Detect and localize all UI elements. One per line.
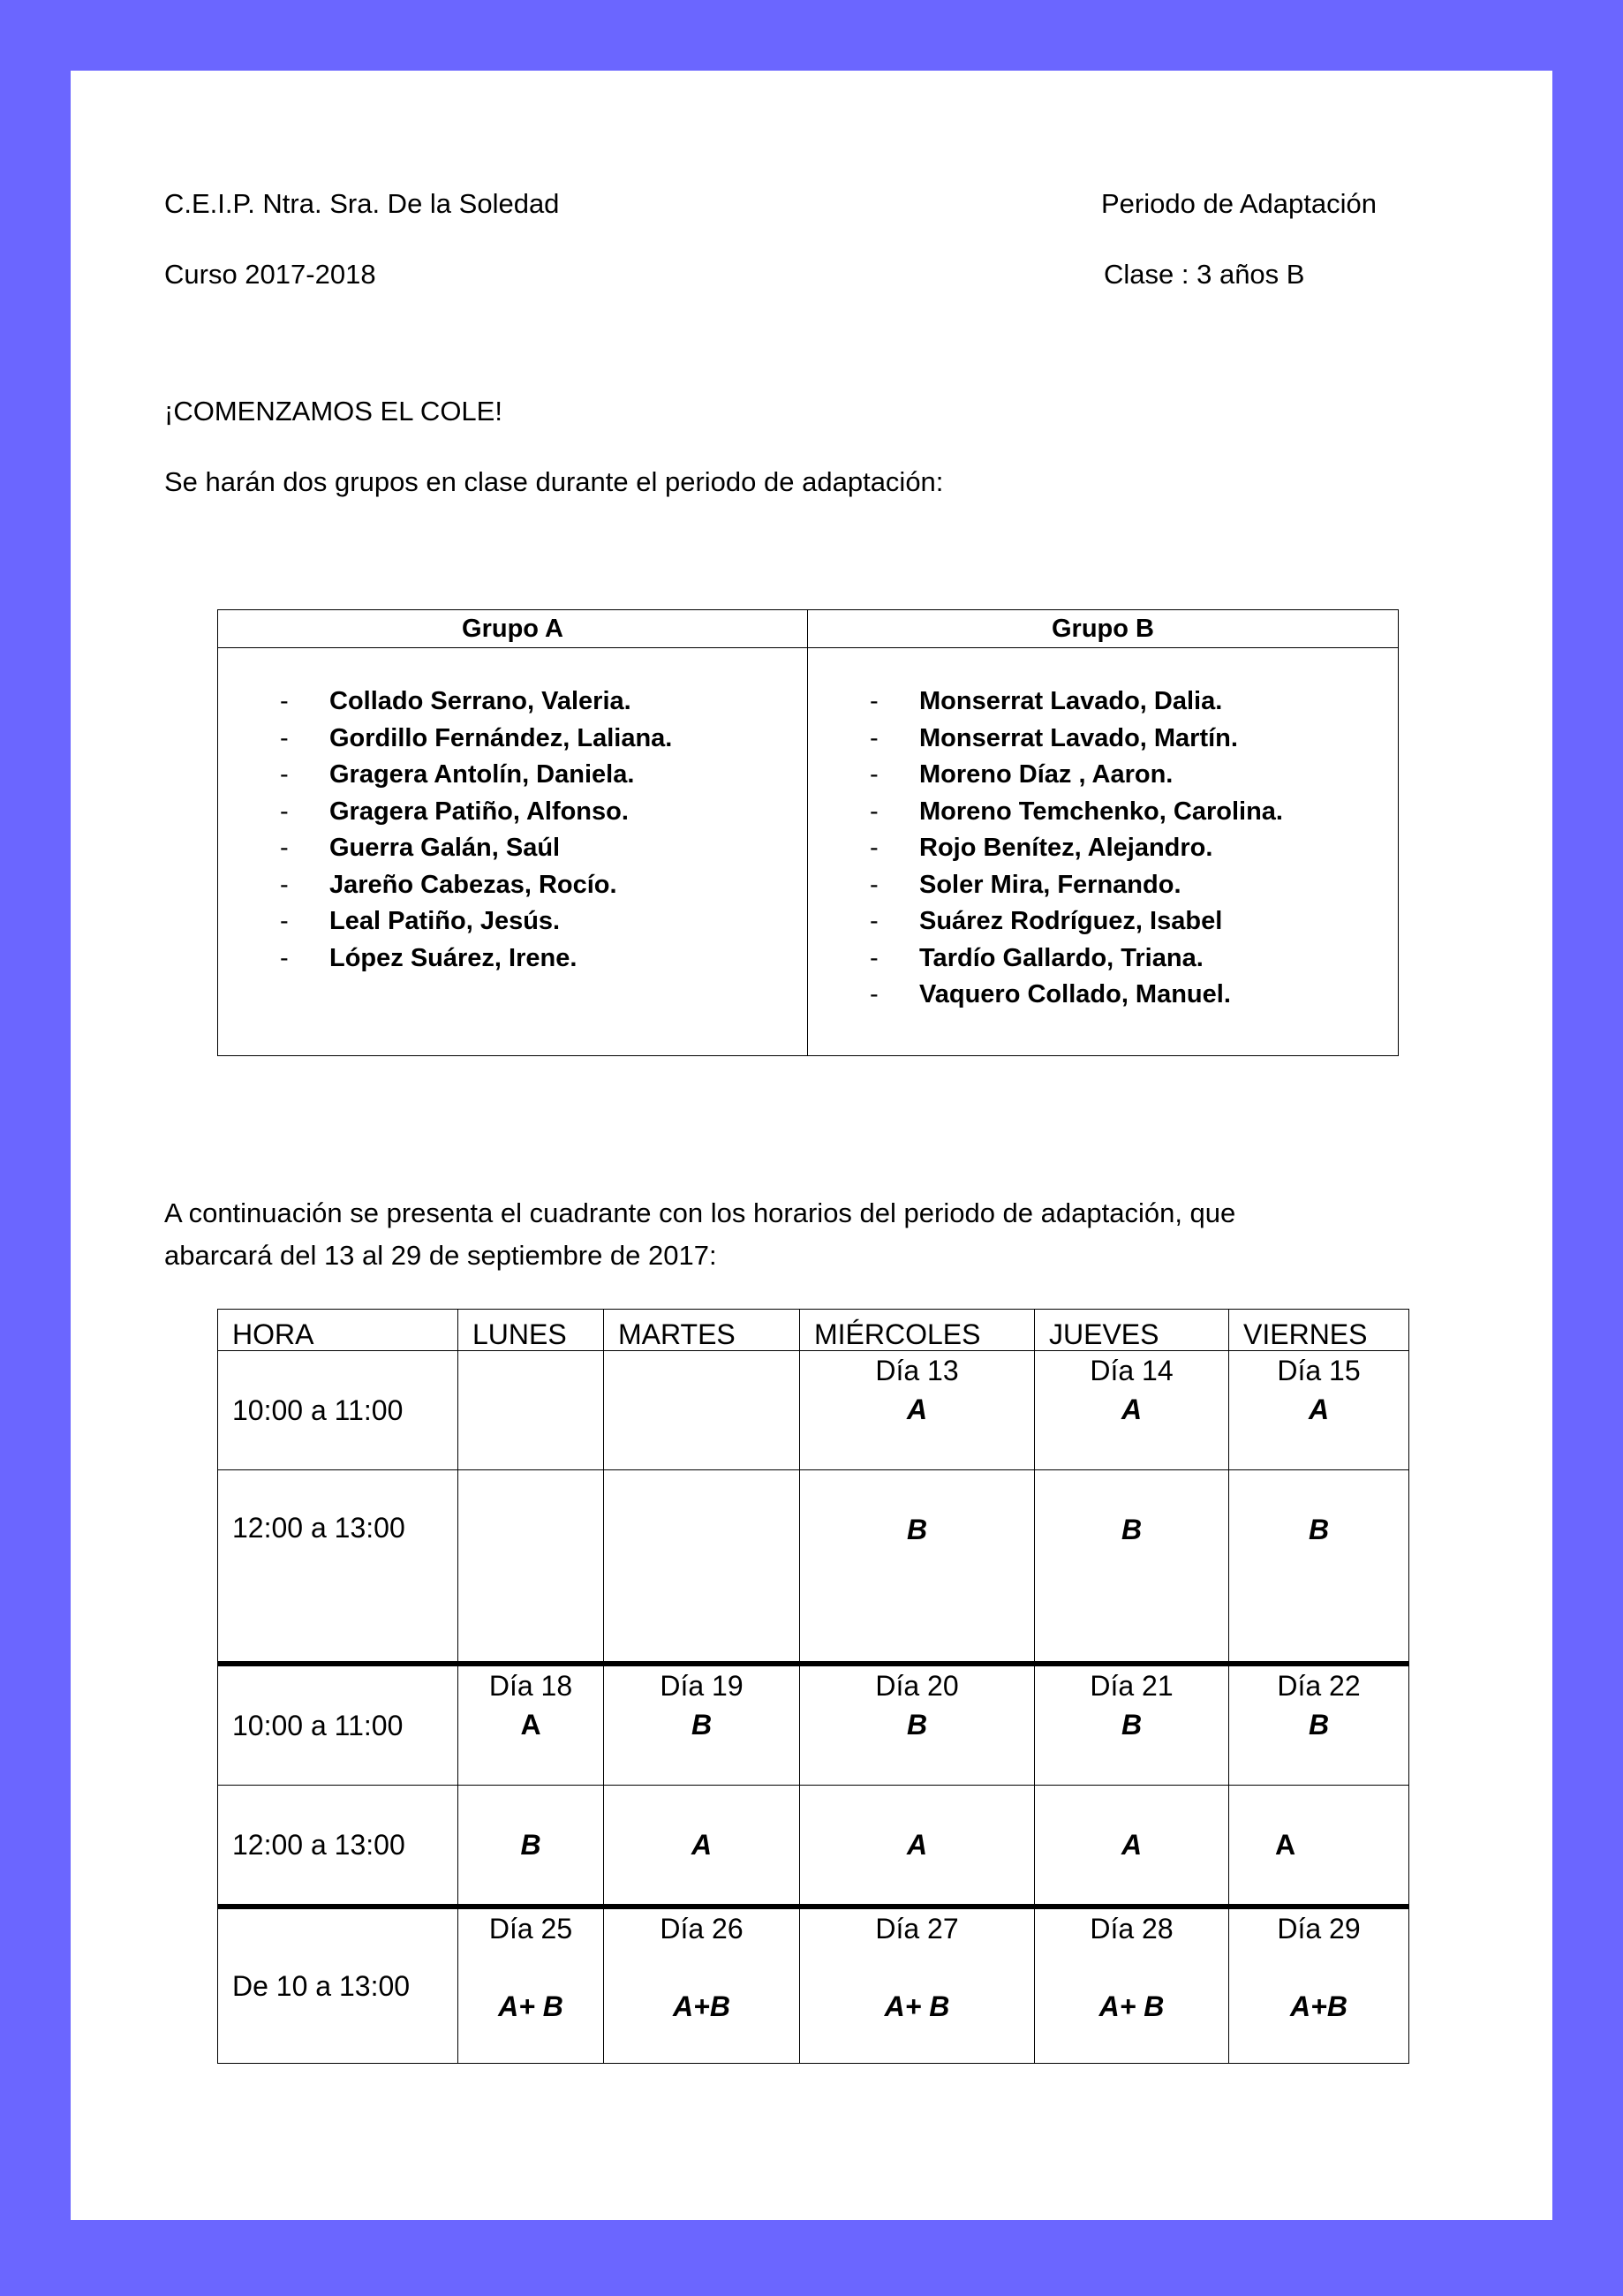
- col-header-lunes: LUNES: [458, 1310, 604, 1351]
- list-item: [218, 684, 807, 721]
- member-name: Guerra Galán, Saúl: [329, 834, 561, 862]
- schedule-cell: [458, 1664, 604, 1786]
- time-cell: 12:00 a 13:00: [218, 1786, 458, 1907]
- bullet-dash: -: [870, 834, 879, 862]
- member-name: Suárez Rodríguez, Isabel: [919, 907, 1223, 935]
- group-label: A: [906, 1393, 928, 1425]
- bullet-dash: -: [280, 943, 289, 972]
- list-item: [218, 903, 807, 940]
- empty-cell: [604, 1470, 800, 1665]
- member-name: Monserrat Lavado, Dalia.: [919, 687, 1223, 715]
- col-header-martes: MARTES: [604, 1310, 800, 1351]
- list-item: [808, 903, 1398, 940]
- schedule-cell: [1035, 1351, 1229, 1470]
- group-a-title: Grupo A: [218, 610, 808, 648]
- period-title: Periodo de Adaptación: [1101, 188, 1377, 219]
- schedule-cell: [1229, 1786, 1409, 1907]
- col-header-jueves: JUEVES: [1035, 1310, 1229, 1351]
- schedule-cell: [800, 1664, 1035, 1786]
- bullet-dash: -: [280, 723, 289, 752]
- list-item: [218, 721, 807, 758]
- member-name: Gordillo Fernández, Laliana.: [329, 723, 673, 752]
- day-label: Día 19: [660, 1670, 744, 1702]
- schedule-table: [217, 1309, 1409, 2064]
- group-label: B: [1308, 1514, 1330, 1545]
- bullet-dash: -: [870, 760, 879, 789]
- groups-table: [217, 609, 1399, 1056]
- group-label: A: [520, 1709, 541, 1741]
- class-name: Clase : 3 años B: [1104, 259, 1305, 290]
- member-name: Gragera Antolín, Daniela.: [329, 760, 635, 789]
- list-item: [218, 794, 807, 831]
- schedule-cell: [1229, 1907, 1409, 2064]
- groups-sentence: Se harán dos grupos en clase durante el periodo de adaptación:: [164, 466, 944, 497]
- day-label: Día 28: [1090, 1913, 1174, 1945]
- group-label: A+B: [1290, 1990, 1347, 2022]
- schedule-cell: [458, 1786, 604, 1907]
- group-label: A: [1275, 1829, 1296, 1861]
- schedule-cell: [1035, 1470, 1229, 1665]
- member-name: López Suárez, Irene.: [329, 943, 577, 972]
- member-name: Tardío Gallardo, Triana.: [919, 943, 1204, 972]
- schedule-cell: [800, 1351, 1035, 1470]
- member-name: Vaquero Collado, Manuel.: [919, 980, 1231, 1008]
- course-year: Curso 2017-2018: [164, 259, 376, 290]
- day-label: Día 13: [875, 1355, 959, 1386]
- table-row: [218, 1786, 1409, 1907]
- day-label: Día 27: [875, 1913, 959, 1945]
- bullet-dash: -: [870, 723, 879, 752]
- list-item: [218, 940, 807, 978]
- bullet-dash: -: [870, 907, 879, 935]
- list-item: [808, 684, 1398, 721]
- day-label: Día 20: [875, 1670, 959, 1702]
- day-label: Día 18: [488, 1670, 573, 1702]
- table-row: [218, 1907, 1409, 2064]
- day-label: Día 15: [1277, 1355, 1361, 1386]
- schedule-cell: [1229, 1470, 1409, 1665]
- list-item: [808, 867, 1398, 904]
- list-item: [808, 721, 1398, 758]
- member-name: Moreno Temchenko, Carolina.: [919, 797, 1283, 826]
- group-label: A: [906, 1829, 928, 1861]
- bullet-dash: -: [280, 797, 289, 826]
- bullet-dash: -: [280, 907, 289, 935]
- list-item: [218, 830, 807, 867]
- schedule-header-row: [218, 1310, 1409, 1351]
- day-label: Día 14: [1090, 1355, 1174, 1386]
- time-label: 12:00 a 13:00: [232, 1512, 405, 1544]
- list-item: [808, 794, 1398, 831]
- day-label: Día 21: [1090, 1670, 1174, 1702]
- empty-cell: [458, 1351, 604, 1470]
- day-label: Día 25: [488, 1913, 573, 1945]
- schedule-cell: [604, 1664, 800, 1786]
- bullet-dash: -: [870, 943, 879, 972]
- member-name: Gragera Patiño, Alfonso.: [329, 797, 629, 826]
- group-label: A+B: [673, 1990, 730, 2022]
- schedule-cell: [604, 1907, 800, 2064]
- schedule-cell: [1035, 1786, 1229, 1907]
- time-cell: De 10 a 13:00: [218, 1907, 458, 2064]
- bullet-dash: -: [870, 870, 879, 899]
- group-label: B: [520, 1829, 541, 1861]
- bullet-dash: -: [870, 687, 879, 715]
- bullet-dash: -: [280, 870, 289, 899]
- schedule-cell: [1229, 1664, 1409, 1786]
- bullet-dash: -: [280, 760, 289, 789]
- group-label: A: [1121, 1393, 1143, 1425]
- schedule-intro-line1: A continuación se presenta el cuadrante con los horarios del periodo de adaptación, que: [164, 1197, 1236, 1228]
- group-label: B: [1121, 1709, 1143, 1741]
- list-item: [808, 830, 1398, 867]
- schedule-intro-line2: abarcará del 13 al 29 de septiembre de 2017:: [164, 1240, 717, 1271]
- time-cell: 10:00 a 11:00: [218, 1664, 458, 1786]
- bullet-dash: -: [280, 687, 289, 715]
- group-b-list: [808, 648, 1398, 1014]
- group-a-list: [218, 648, 807, 977]
- school-name: C.E.I.P. Ntra. Sra. De la Soledad: [164, 188, 560, 219]
- day-label: Día 22: [1277, 1670, 1361, 1702]
- group-label: A+ B: [498, 1990, 563, 2022]
- group-label: A: [691, 1829, 713, 1861]
- group-label: A: [1121, 1829, 1143, 1861]
- time-cell: [218, 1470, 458, 1665]
- table-row: [218, 1351, 1409, 1470]
- bullet-dash: -: [280, 834, 289, 862]
- document-page: [71, 71, 1552, 2220]
- member-name: Moreno Díaz , Aaron.: [919, 760, 1174, 789]
- day-label: Día 29: [1277, 1913, 1361, 1945]
- group-label: A+ B: [1098, 1990, 1165, 2022]
- group-label: A+ B: [884, 1990, 950, 2022]
- list-item: [808, 977, 1398, 1014]
- group-label: A: [1308, 1393, 1330, 1425]
- col-header-miercoles: MIÉRCOLES: [800, 1310, 1035, 1351]
- member-name: Monserrat Lavado, Martín.: [919, 723, 1238, 752]
- list-item: [218, 867, 807, 904]
- table-row: [218, 1470, 1409, 1665]
- schedule-cell: [1035, 1907, 1229, 2064]
- schedule-cell: [458, 1907, 604, 2064]
- list-item: [808, 757, 1398, 794]
- list-item: [218, 757, 807, 794]
- list-item: [808, 940, 1398, 978]
- member-name: Jareño Cabezas, Rocío.: [329, 870, 617, 899]
- group-label: B: [906, 1514, 928, 1545]
- col-header-viernes: VIERNES: [1229, 1310, 1409, 1351]
- day-label: Día 26: [660, 1913, 744, 1945]
- schedule-cell: [800, 1786, 1035, 1907]
- group-b-title: Grupo B: [808, 610, 1399, 648]
- time-cell: 10:00 a 11:00: [218, 1351, 458, 1470]
- empty-cell: [604, 1351, 800, 1470]
- member-name: Rojo Benítez, Alejandro.: [919, 834, 1213, 862]
- member-name: Collado Serrano, Valeria.: [329, 687, 631, 715]
- schedule-cell: [800, 1470, 1035, 1665]
- group-a-cell: [218, 648, 808, 1056]
- schedule-cell: [1035, 1664, 1229, 1786]
- col-header-hora: HORA: [218, 1310, 458, 1351]
- member-name: Soler Mira, Fernando.: [919, 870, 1181, 899]
- group-label: B: [1121, 1514, 1143, 1545]
- bullet-dash: -: [870, 980, 879, 1008]
- empty-cell: [458, 1470, 604, 1665]
- member-name: Leal Patiño, Jesús.: [329, 907, 561, 935]
- bullet-dash: -: [870, 797, 879, 826]
- schedule-cell: [1229, 1351, 1409, 1470]
- group-label: B: [1308, 1709, 1330, 1741]
- group-b-cell: [808, 648, 1399, 1056]
- schedule-cell: [604, 1786, 800, 1907]
- group-label: B: [906, 1709, 928, 1741]
- intro-heading: ¡COMENZAMOS EL COLE!: [164, 396, 502, 427]
- schedule-cell: [800, 1907, 1035, 2064]
- group-label: B: [691, 1709, 713, 1741]
- table-row: [218, 1664, 1409, 1786]
